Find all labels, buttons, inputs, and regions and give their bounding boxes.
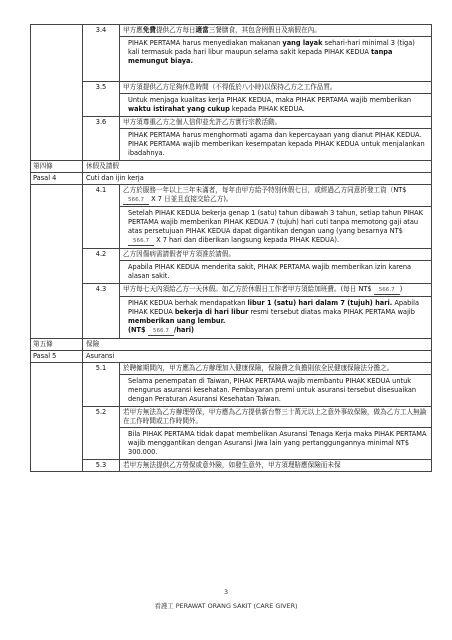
article-label: 第四條 xyxy=(31,161,83,172)
clause-text-zh: 乙方因傷病需請假者甲方須准於請假。 xyxy=(123,250,236,258)
contract-table xyxy=(30,24,432,472)
clause-3-5 xyxy=(83,81,431,116)
amount-fill: 566.7 xyxy=(148,328,174,336)
clause-number: 3.6 xyxy=(95,118,107,126)
article-3-body xyxy=(83,25,431,160)
article-label-empty xyxy=(31,363,83,471)
article-3-continued xyxy=(31,25,431,160)
clause-text-id: Selama penempatan di Taiwan, PIHAK PERTAMA wajib membantu PIHAK KEDUA untuk mengurus asuransi kesehatan. Pembayaran premi untuk asuransi tersebut disesuaikan dengan Peraturan Asuransi Kesehatan Taiwan. xyxy=(120,374,431,406)
article-4-heading-id xyxy=(31,172,431,184)
clause-text-id: Setelah PIHAK KEDUA bekerja genap 1 (satu) tahun dibawah 3 tahun, setiap tahun PIHAK PERTAMA wajib memberikan PIHAK KEDUA 7 (tujuh) hari cuti tanpa memotong gaji atau atas persetujuan PIHAK KEDUA dapat digantikan dengan uang (yang besarnya NT$ 566.7 X 7 hari dan diberikan langsung kepada PIHAK KEDUA). xyxy=(120,206,431,248)
clause-3-4 xyxy=(83,25,431,81)
article-label: Pasal 5 xyxy=(31,351,83,362)
clause-number: 4.2 xyxy=(95,250,107,258)
clause-4-1 xyxy=(83,185,431,248)
article-label: 第五條 xyxy=(31,339,83,350)
clause-4-2 xyxy=(83,248,431,283)
clause-text-zh: 於聘僱期間內，甲方應為乙方辦理加入健康保險，保險費之負擔則依全民健康保險法分擔之。 xyxy=(123,364,394,372)
clause-text-zh: 甲方須提供乙方足夠休息時間（不得低於八小時)以保持乙方之工作品質。 xyxy=(123,83,337,91)
amount-fill: 566.7 xyxy=(123,197,149,205)
article-label-empty xyxy=(31,185,83,338)
article-5-body xyxy=(31,362,431,471)
clause-3-6 xyxy=(83,116,431,160)
clause-text-zh: 甲方須尊重乙方之個人信仰並允許乙方實行宗教活動。 xyxy=(123,118,282,126)
clause-text-id: Apabila PIHAK KEDUA menderita sakit, PIHAK PERTAMA wajib memberikan izin karena alasan sakit. xyxy=(120,260,431,283)
article-title: 保險 xyxy=(86,340,100,348)
article-4-heading-zh xyxy=(31,160,431,172)
clause-text-id: Untuk menjaga kualitas kerja PIHAK KEDUA, maka PIHAK PERTAMA wajib memberikan waktu istirahat yang cukup kepada PIHAK KEDUA. xyxy=(120,93,431,116)
page-footer: 看護工 PERAWAT ORANG SAKIT (CARE GIVER) xyxy=(154,602,298,610)
clause-number: 3.4 xyxy=(95,26,107,34)
amount-fill: 566.7 xyxy=(374,287,400,295)
article-title: Cuti dan ijin kerja xyxy=(86,174,144,182)
clause-5-3 xyxy=(83,459,431,471)
clause-text-zh: 若甲方無法提供乙方勞保或意外險，如發生意外，甲方須理賠應保險而未保 xyxy=(123,461,341,469)
clause-text-zh: 甲方應免費提供乙方每日適當三餐膳食，其包含例假日及病假在內。 xyxy=(123,26,321,34)
clause-text-zh: 乙方於服務一年以上三年未滿者，每年由甲方給予特別休假七日，或經過乙方同意折發工資（NT$566.7 X 7 日並且直接交給乙方)。 xyxy=(123,186,407,203)
clause-number: 4.3 xyxy=(95,285,107,293)
clause-5-1 xyxy=(83,363,431,406)
clause-text-id: Bila PIHAK PERTAMA tidak dapat membelikan Asuransi Tenaga Kerja maka PIHAK PERTAMA wajib menggantikan dengan Asuransi Jiwa lain yang pertanggungannya minimal NT$ 300.000. xyxy=(120,427,431,459)
clause-text-zh: 甲方每七天內須給乙方一天休假。如乙方於休假日工作者甲方須給加班費。(每日 NT$ 566.7 ) xyxy=(123,285,403,293)
clause-text-zh: 若甲方無法為乙方辦理勞保，甲方應為乙方提供新台幣三十萬元以上之意外事故保險，做為乙方工人無論在工作時間或工作時間外。 xyxy=(123,408,427,425)
article-5-heading-zh xyxy=(31,338,431,350)
clause-5-2 xyxy=(83,406,431,459)
article-5-heading-id xyxy=(31,350,431,362)
article-label-empty xyxy=(31,25,83,160)
page-number: 3 xyxy=(223,588,229,596)
clause-number: 5.2 xyxy=(95,408,107,416)
article-title: Asuransi xyxy=(86,352,115,360)
clause-number: 4.1 xyxy=(95,186,107,194)
article-4-body xyxy=(31,184,431,338)
clause-number: 3.5 xyxy=(95,83,107,91)
amount-fill: 566.7 xyxy=(128,238,154,246)
clause-text-id: PIHAK PERTAMA harus menghormati agama dan kepercayaan yang dianut PIHAK KEDUA. PIHAK PERTAMA wajib memberikan kesempatan kepada PIHAK KEDUA untuk menjalankan ibadahnya. xyxy=(120,128,431,160)
article-label: Pasal 4 xyxy=(31,173,83,184)
article-title: 休假及請假 xyxy=(86,162,119,170)
clause-number: 5.1 xyxy=(95,364,107,372)
clause-4-3 xyxy=(83,283,431,338)
clause-text-id: PIHAK KEDUA berhak mendapatkan libur 1 (satu) hari dalam 7 (tujuh) hari. Apabila PIHAK KEDUA bekerja di hari libur resmi tersebut diatas maka PIHAK PERTAMA wajib memberikan uang lembur. (NT$ 566.7 /hari) xyxy=(120,296,431,338)
clause-number: 5.3 xyxy=(95,461,107,469)
clause-text-id: PIHAK PERTAMA harus menyediakan makanan yang layak sehari-hari minimal 3 (tiga) kali termasuk pada hari libur maupun selama sakit kepada PIHAK KEDUA tanpa memungut biaya. xyxy=(120,36,431,81)
